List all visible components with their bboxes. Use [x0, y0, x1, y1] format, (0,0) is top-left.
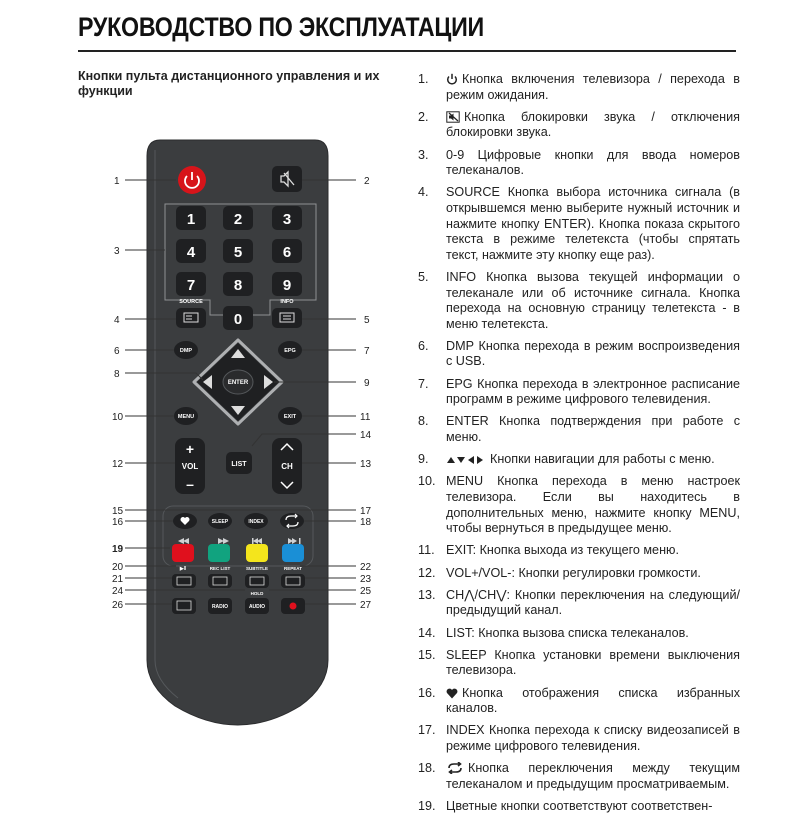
- instruction-text: INFO Кнопка вызова текущей информации о телеканале или об источнике сигнала. Кнопка перехода на основную страницу телетекста - в меню телетекста.: [446, 269, 740, 331]
- instructions-list: [418, 72, 740, 821]
- instruction-number: 13.: [418, 587, 436, 602]
- page-title: РУКОВОДСТВО ПО ЭКСПЛУАТАЦИИ: [78, 12, 484, 42]
- vol-minus-label: –: [186, 476, 194, 492]
- callout-4: 4: [114, 315, 120, 326]
- heart-icon: [446, 688, 458, 699]
- rec-list-button[interactable]: [208, 574, 232, 588]
- instruction-item: [418, 452, 740, 468]
- callout-25: 25: [360, 586, 372, 597]
- ch-label: CH: [281, 462, 293, 471]
- instruction-item: [418, 377, 740, 408]
- enter-label: ENTER: [227, 380, 249, 386]
- dmp-label: DMP: [179, 348, 193, 354]
- callout-8: 8: [114, 369, 120, 380]
- instruction-item: [418, 474, 740, 536]
- instruction-item: [418, 270, 740, 332]
- instruction-number: 2.: [418, 109, 429, 124]
- callout-17: 17: [360, 506, 372, 517]
- digit-label-6: 6: [282, 244, 292, 261]
- callout-1: 1: [114, 176, 120, 187]
- subtitle-label: SUBTITLE: [246, 566, 268, 571]
- digit-label-5: 5: [233, 244, 243, 261]
- callout-19: 19: [112, 544, 124, 555]
- instruction-text: MENU Кнопка перехода в меню настроек телевизора. Если вы находитесь в дополнительных меню, нажмите кнопку MENU, чтобы вернуться в предыдущее меню.: [446, 474, 740, 536]
- play-pause-label: ▶‖: [179, 566, 187, 572]
- instruction-number: 1.: [418, 72, 429, 86]
- instruction-number: 6.: [418, 338, 429, 353]
- callout-12: 12: [112, 459, 124, 470]
- instruction-number: 9.: [418, 452, 429, 467]
- instruction-number: 7.: [418, 376, 429, 391]
- callout-22: 22: [360, 562, 372, 573]
- digit-label-9: 9: [282, 277, 292, 294]
- remote-section-heading: Кнопки пульта дистанционного управления и их функции: [78, 69, 380, 98]
- repeat-button[interactable]: [281, 574, 305, 588]
- instruction-text: EPG Кнопка перехода в электронное расписание программ в режиме цифрового телевидения.: [446, 376, 740, 407]
- instruction-text: CH⋀/CH⋁: Кнопки переключения на следующий/предыдущий канал.: [446, 587, 740, 618]
- callout-21: 21: [112, 574, 124, 585]
- list-label: LIST: [231, 461, 247, 468]
- blue-button[interactable]: [282, 544, 304, 562]
- green-button[interactable]: [208, 544, 230, 562]
- instruction-number: 12.: [418, 565, 436, 580]
- swap-icon: [446, 762, 464, 774]
- instruction-number: 15.: [418, 647, 436, 662]
- repeat-label: REPEAT: [284, 566, 302, 571]
- info-button[interactable]: [272, 308, 302, 328]
- record-icon: [290, 603, 297, 610]
- instruction-text: INDEX Кнопка перехода к списку видеозаписей в режиме цифрового телевидения.: [446, 723, 740, 753]
- instruction-item: [418, 543, 740, 559]
- digit-label-1: 1: [186, 211, 196, 228]
- callout-24: 24: [112, 586, 124, 597]
- instruction-number: 10.: [418, 474, 436, 489]
- callout-16: 16: [112, 517, 124, 528]
- callout-13: 13: [360, 459, 372, 470]
- instruction-number: 18.: [418, 761, 436, 776]
- instruction-item: [418, 148, 740, 179]
- callout-5: 5: [364, 315, 370, 326]
- instruction-item: [418, 588, 740, 619]
- instruction-item: [418, 414, 740, 445]
- instruction-item: [418, 799, 740, 815]
- power-icon: [446, 73, 458, 85]
- instruction-number: 5.: [418, 269, 429, 284]
- index-label: INDEX: [248, 519, 264, 525]
- vol-label: VOL: [181, 462, 199, 471]
- instruction-text: EXIT: Кнопка выхода из текущего меню.: [446, 543, 679, 558]
- instruction-text: VOL+/VOL-: Кнопки регулировки громкости.: [446, 565, 701, 580]
- callout-20: 20: [112, 562, 124, 573]
- callout-26: 26: [112, 600, 124, 611]
- instruction-item: [418, 761, 740, 792]
- menu-label: MENU: [177, 414, 195, 420]
- instruction-number: 8.: [418, 414, 429, 429]
- callout-18: 18: [360, 517, 372, 528]
- callout-7: 7: [364, 346, 370, 357]
- callout-3: 3: [114, 246, 120, 257]
- radio-label: RADIO: [211, 604, 229, 610]
- play-pause-button[interactable]: [172, 574, 196, 588]
- instruction-text: 0-9 Цифровые кнопки для ввода номеров телеканалов.: [446, 147, 740, 178]
- mute-icon: [446, 111, 460, 123]
- epg-label: EPG: [284, 348, 296, 354]
- instruction-number: 3.: [418, 147, 429, 162]
- instruction-item: [418, 626, 740, 642]
- instruction-item: [418, 110, 740, 141]
- digit-label-0: 0: [233, 311, 243, 328]
- instruction-text: Кнопки навигации для работы с меню.: [490, 452, 715, 467]
- exit-label: EXIT: [283, 414, 297, 420]
- instruction-number: 11.: [418, 543, 435, 558]
- digit-label-3: 3: [282, 211, 292, 228]
- red-button[interactable]: [172, 544, 194, 562]
- hold-label: HOLD: [250, 591, 264, 596]
- callout-11: 11: [360, 412, 371, 423]
- vol-plus-label: +: [185, 441, 195, 457]
- teletext-button[interactable]: [172, 598, 196, 614]
- source-label: SOURCE: [179, 299, 203, 305]
- info-label: INFO: [280, 299, 294, 305]
- instruction-item: [418, 648, 740, 679]
- instruction-text: Кнопка отображения списка избранных каналов.: [446, 685, 740, 716]
- instruction-text: DMP Кнопка перехода в режим воспроизведения с USB.: [446, 338, 740, 369]
- subtitle-button[interactable]: [245, 574, 269, 588]
- instruction-text: Кнопка переключения между текущим телеканалом и предыдущим просматриваемым.: [446, 761, 740, 791]
- instruction-number: 17.: [418, 723, 436, 738]
- callout-15: 15: [112, 506, 124, 517]
- callout-27: 27: [360, 600, 372, 611]
- next-icon: [299, 538, 301, 544]
- remote-diagram: [0, 0, 410, 800]
- instruction-text: Кнопка включения телевизора / перехода в режим ожидания.: [446, 72, 740, 102]
- callout-6: 6: [114, 346, 120, 357]
- callout-9: 9: [364, 378, 370, 389]
- callout-23: 23: [360, 574, 372, 585]
- instruction-number: 16.: [418, 685, 436, 700]
- source-button[interactable]: [176, 308, 206, 328]
- arrows-icon: [446, 455, 486, 465]
- yellow-button[interactable]: [246, 544, 268, 562]
- mute-button[interactable]: [272, 166, 302, 192]
- instruction-text: SOURCE Кнопка выбора источника сигнала (в открывшемся меню выберите нужный источник и нажмите кнопку ENTER). Кнопка показа скрытого текста в режиме телетекста (чтобы спрятать текст, нажмите эту кнопку еще раз).: [446, 185, 740, 262]
- instruction-item: [418, 566, 740, 582]
- digit-label-7: 7: [186, 277, 196, 294]
- instruction-item: [418, 723, 740, 754]
- instruction-number: 4.: [418, 185, 429, 200]
- digit-label-8: 8: [233, 277, 243, 294]
- audio-label: AUDIO: [248, 604, 266, 610]
- instruction-number: 14.: [418, 625, 436, 640]
- instruction-text: LIST: Кнопка вызова списка телеканалов.: [446, 625, 689, 640]
- instruction-text: Кнопка блокировки звука / отключения блокировки звука.: [446, 109, 740, 140]
- digit-label-4: 4: [186, 244, 196, 261]
- sleep-label: SLEEP: [211, 519, 229, 525]
- rec-list-label: REC LIST: [209, 566, 231, 571]
- callout-2: 2: [364, 176, 370, 187]
- callout-14: 14: [360, 430, 372, 441]
- instruction-item: [418, 339, 740, 370]
- instruction-item: [418, 185, 740, 263]
- instruction-text: ENTER Кнопка подтверждения при работе с меню.: [446, 414, 740, 445]
- digit-label-2: 2: [233, 211, 243, 228]
- instruction-number: 19.: [418, 798, 436, 813]
- callout-10: 10: [112, 412, 124, 423]
- instruction-item: [418, 686, 740, 717]
- instruction-text: Цветные кнопки соответствуют соответствен-: [446, 798, 713, 813]
- instruction-item: [418, 72, 740, 103]
- instruction-text: SLEEP Кнопка установки времени выключения телевизора.: [446, 647, 740, 678]
